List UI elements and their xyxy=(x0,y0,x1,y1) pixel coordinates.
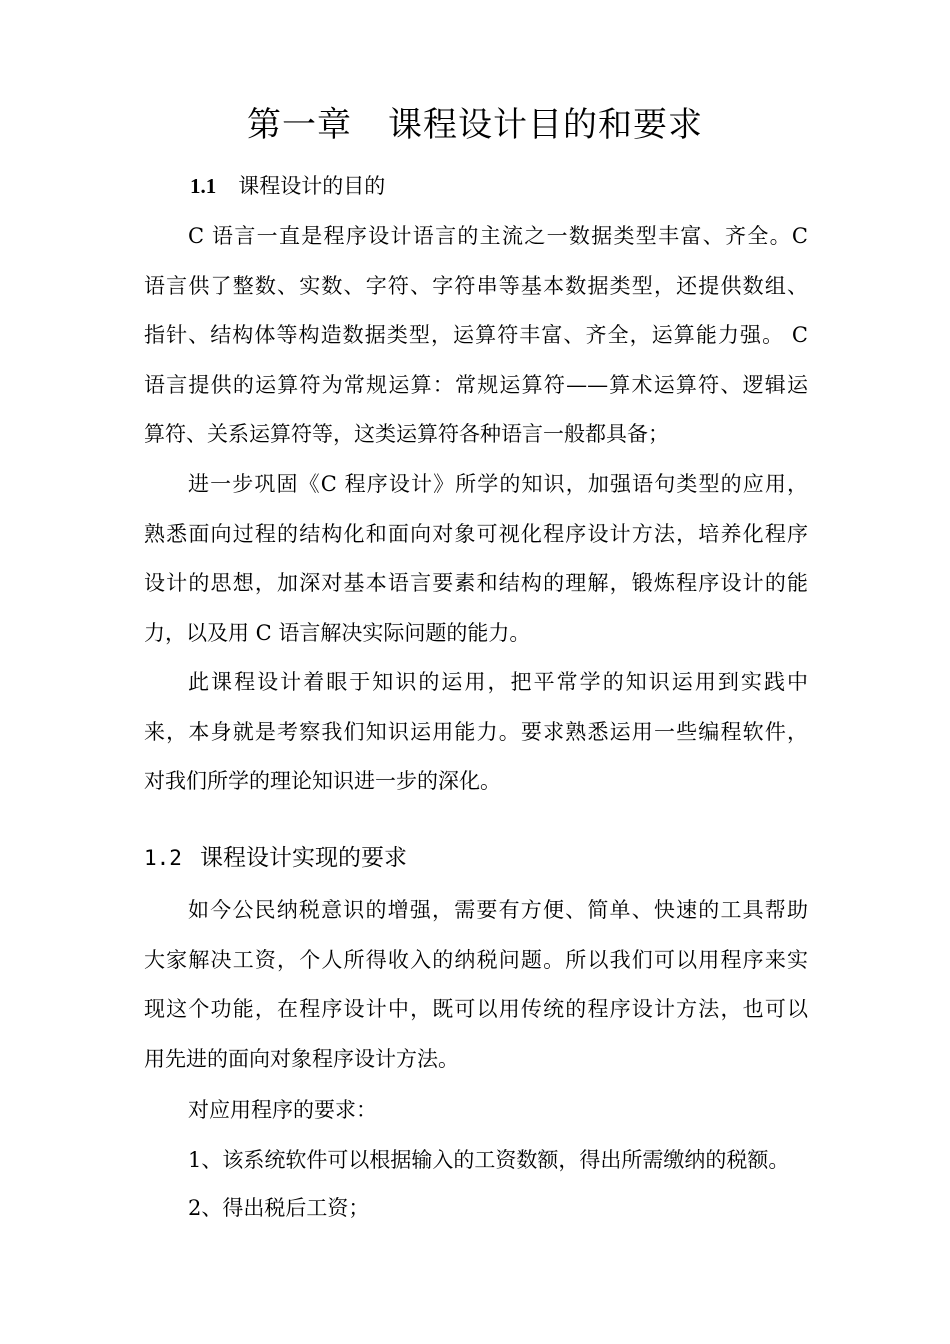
paragraph-c-language xyxy=(144,212,808,460)
section-heading-1-2 xyxy=(144,838,407,878)
paragraph-line: 语言提供的运算符为常规运算：常规运算符——算术运算符、逻辑运 xyxy=(144,372,808,397)
section-number: 1.2 xyxy=(144,846,182,870)
paragraph-line: 语言供了整数、实数、字符、字符串等基本数据类型，还提供数组、 xyxy=(144,273,808,298)
section-number: 1.1 xyxy=(190,174,217,198)
paragraph-line: 熟悉面向过程的结构化和面向对象可视化程序设计方法，培养化程序 xyxy=(144,521,808,546)
section-title: 课程设计的目的 xyxy=(238,174,386,198)
paragraph-line: C 语言一直是程序设计语言的主流之一数据类型丰富、齐全。C xyxy=(188,224,808,248)
section-title: 课程设计实现的要求 xyxy=(199,845,407,871)
paragraph-line: 此课程设计着眼于知识的运用，把平常学的知识运用到实践中 xyxy=(188,670,808,694)
paragraph-line: 进一步巩固《C 程序设计》所学的知识，加强语句类型的应用， xyxy=(188,472,808,496)
paragraph-line: 指针、结构体等构造数据类型，运算符丰富、齐全，运算能力强。 C xyxy=(144,323,808,347)
requirement-item: 2、得出税后工资； xyxy=(188,1196,370,1220)
paragraph-line: 对我们所学的理论知识进一步的深化。 xyxy=(144,769,501,793)
paragraph-line: 如今公民纳税意识的增强，需要有方便、简单、快速的工具帮助 xyxy=(188,898,808,922)
chapter-number: 第一章 xyxy=(247,105,352,145)
requirements-intro: 对应用程序的要求： xyxy=(188,1098,377,1122)
section-heading-1-1 xyxy=(190,168,385,204)
chapter-title xyxy=(0,100,950,150)
paragraph-line: 设计的思想，加深对基本语言要素和结构的理解，锻炼程序设计的能 xyxy=(144,571,808,595)
paragraph-tax xyxy=(144,886,808,1084)
paragraph-line: 用先进的面向对象程序设计方法。 xyxy=(144,1046,459,1071)
paragraph-line: 算符、关系运算符等，这类运算符各种语言一般都具备； xyxy=(144,422,669,446)
requirement-item: 1、该系统软件可以根据输入的工资数额，得出所需缴纳的税额。 xyxy=(188,1148,790,1172)
paragraph-line: 力，以及用 C 语言解决实际问题的能力。 xyxy=(144,620,531,645)
paragraph-application xyxy=(144,658,808,807)
paragraph-line: 来，本身就是考察我们知识运用能力。要求熟悉运用一些编程软件， xyxy=(144,719,808,744)
paragraph-line: 现这个功能，在程序设计中，既可以用传统的程序设计方法，也可以 xyxy=(144,997,808,1021)
paragraph-consolidate xyxy=(144,460,808,658)
chapter-title-text: 课程设计目的和要求 xyxy=(388,105,703,145)
paragraph-line: 大家解决工资，个人所得收入的纳税问题。所以我们可以用程序来实 xyxy=(144,947,808,972)
